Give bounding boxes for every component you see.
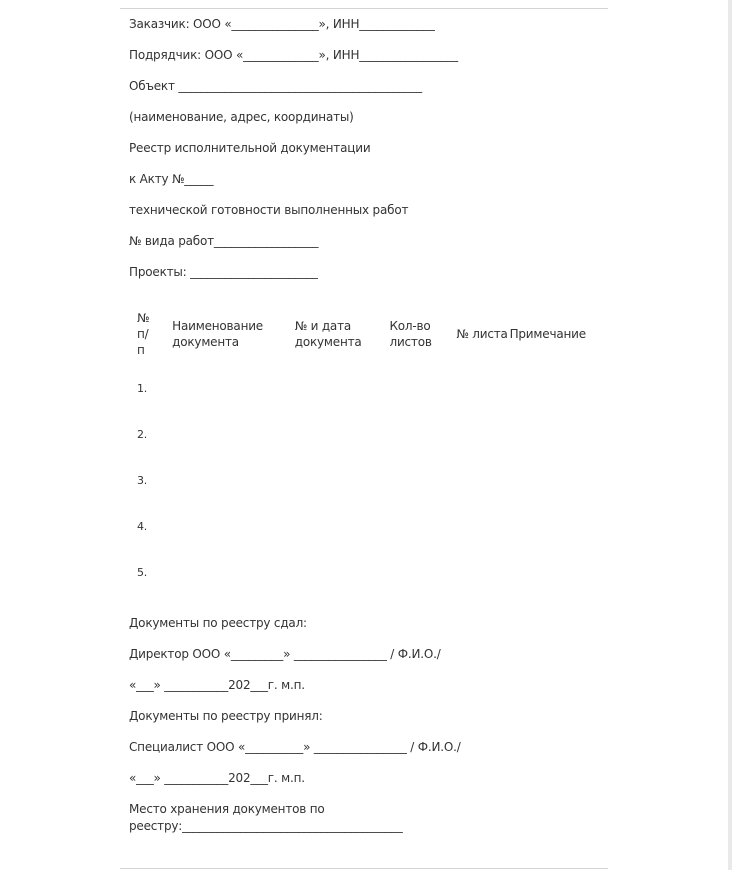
registry-table bbox=[129, 303, 599, 595]
bottom-divider bbox=[120, 868, 608, 869]
object-line: Объект __________________________________________ bbox=[129, 79, 422, 93]
row-number: 5. bbox=[137, 565, 148, 579]
cell-empty bbox=[172, 549, 295, 595]
document-body bbox=[129, 16, 599, 835]
act-number-line: к Акту №_____ bbox=[129, 172, 214, 186]
table-row bbox=[129, 365, 599, 411]
cell-empty bbox=[389, 411, 456, 457]
row-number: 3. bbox=[137, 473, 148, 487]
top-divider bbox=[120, 8, 608, 9]
act-title-line: технической готовности выполненных работ bbox=[129, 203, 409, 217]
date-line-2: «___» ___________202___г. м.п. bbox=[129, 771, 305, 785]
registry-title: Реестр исполнительной документации bbox=[129, 141, 371, 155]
cell-empty bbox=[389, 549, 456, 595]
cell-empty bbox=[172, 365, 295, 411]
contractor-line: Подрядчик: ООО «_____________», ИНН_________________ bbox=[129, 48, 458, 62]
signature-block bbox=[129, 615, 599, 835]
cell-empty bbox=[456, 457, 509, 503]
cell-empty bbox=[295, 457, 390, 503]
projects-line: Проекты: ______________________ bbox=[129, 265, 318, 279]
cell-empty bbox=[456, 411, 509, 457]
col-header-doc-name: Наименование документа bbox=[172, 319, 263, 349]
cell-empty bbox=[510, 549, 599, 595]
cell-empty bbox=[456, 549, 509, 595]
row-number: 4. bbox=[137, 519, 148, 533]
cell-empty bbox=[295, 365, 390, 411]
table-row bbox=[129, 503, 599, 549]
col-header-num: № п/п bbox=[137, 311, 150, 357]
cell-empty bbox=[389, 365, 456, 411]
cell-empty bbox=[510, 411, 599, 457]
table-row bbox=[129, 411, 599, 457]
table-header-row bbox=[129, 303, 599, 365]
col-header-sheets-count: Кол-во листов bbox=[389, 319, 432, 349]
cell-empty bbox=[172, 411, 295, 457]
cell-empty bbox=[456, 503, 509, 549]
cell-empty bbox=[295, 503, 390, 549]
table-row bbox=[129, 549, 599, 595]
cell-empty bbox=[295, 411, 390, 457]
row-number: 2. bbox=[137, 427, 148, 441]
handed-over-line: Документы по реестру сдал: bbox=[129, 616, 307, 630]
object-note: (наименование, адрес, координаты) bbox=[129, 110, 354, 124]
table-row bbox=[129, 457, 599, 503]
cell-empty bbox=[295, 549, 390, 595]
cell-empty bbox=[172, 503, 295, 549]
work-type-line: № вида работ__________________ bbox=[129, 234, 319, 248]
cell-empty bbox=[510, 457, 599, 503]
page-edge-shade bbox=[728, 0, 732, 870]
cell-empty bbox=[172, 457, 295, 503]
cell-empty bbox=[510, 503, 599, 549]
col-header-doc-num-date: № и дата документа bbox=[294, 319, 362, 349]
specialist-line: Специалист ООО «__________» ________________ / Ф.И.О./ bbox=[129, 740, 461, 754]
cell-empty bbox=[389, 503, 456, 549]
accepted-line: Документы по реестру принял: bbox=[129, 709, 323, 723]
col-header-sheet-num: № листа bbox=[456, 327, 508, 341]
cell-empty bbox=[456, 365, 509, 411]
col-header-note: Примечание bbox=[509, 327, 586, 341]
customer-line: Заказчик: ООО «_______________», ИНН_____________ bbox=[129, 17, 435, 31]
cell-empty bbox=[510, 365, 599, 411]
cell-empty bbox=[389, 457, 456, 503]
director-line: Директор ООО «_________» ________________ / Ф.И.О./ bbox=[129, 647, 441, 661]
storage-line: Место хранения документов по реестру:______________________________________ bbox=[129, 802, 403, 833]
row-number: 1. bbox=[137, 381, 148, 395]
date-line-1: «___» ___________202___г. м.п. bbox=[129, 678, 305, 692]
